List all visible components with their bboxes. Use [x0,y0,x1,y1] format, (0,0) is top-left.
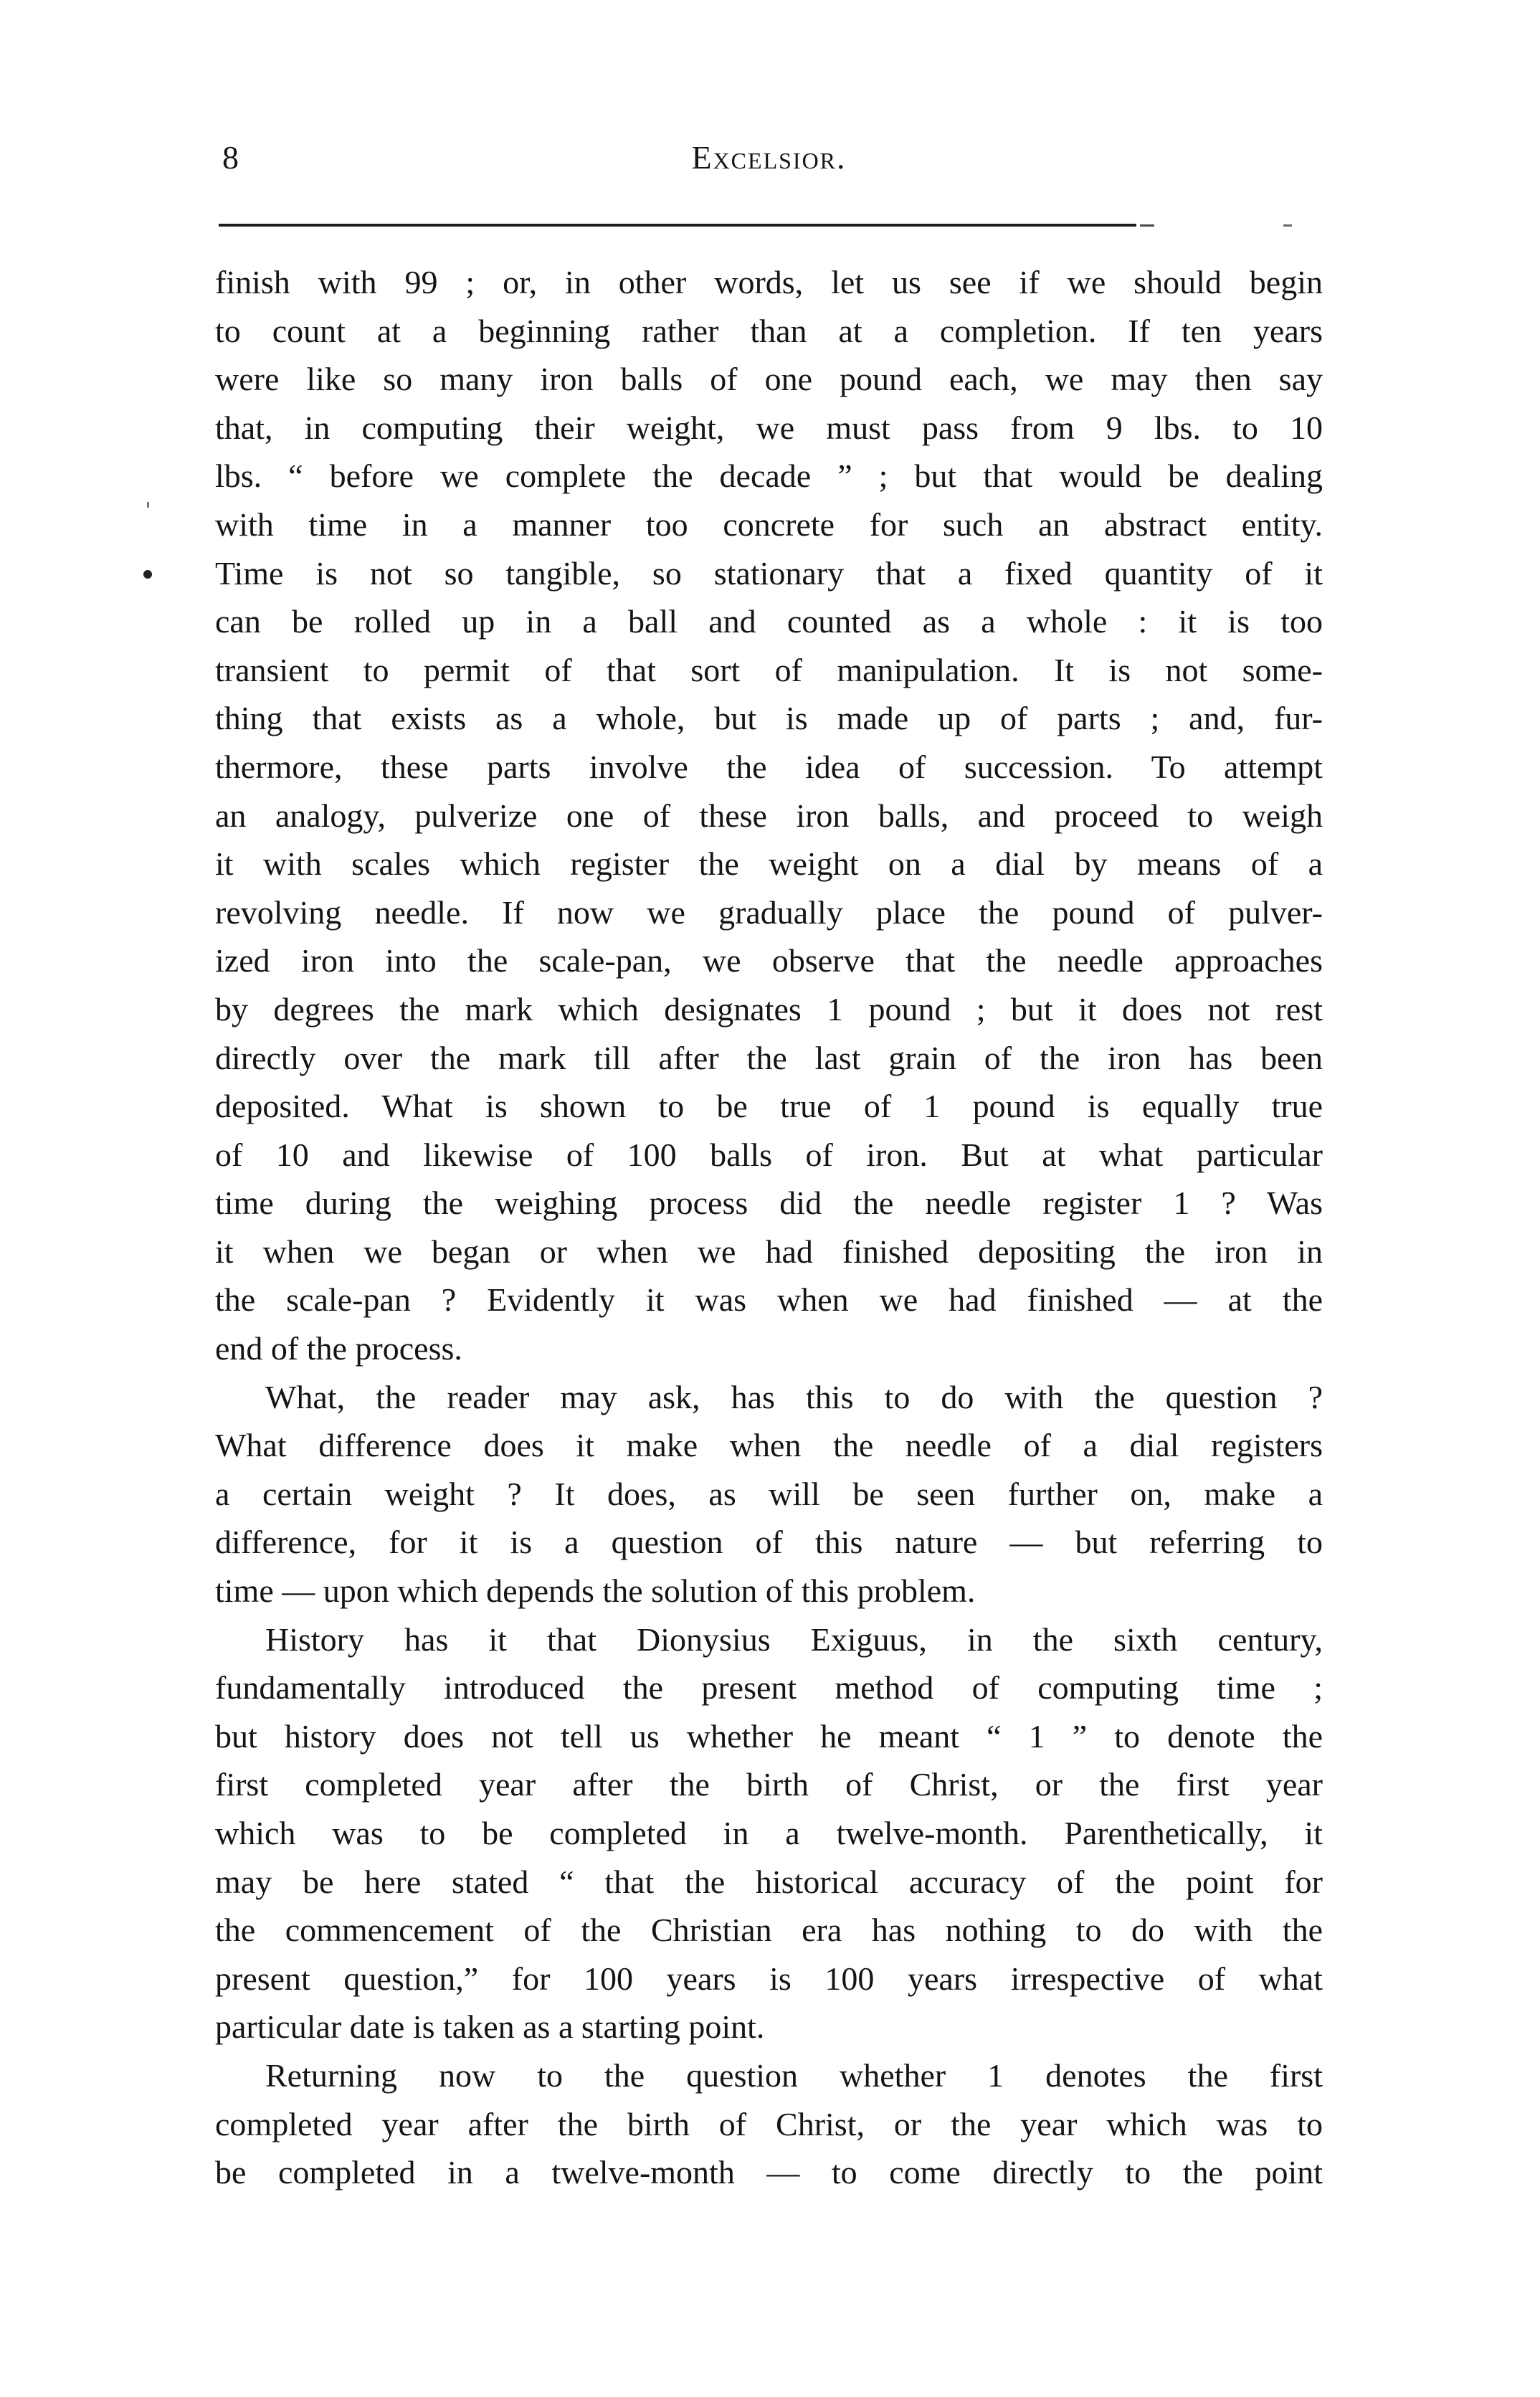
text-line: fundamentally introduced the present method of computing time ; [215,1669,1323,1707]
text-line: transient to permit of that sort of manipulation. It is not some- [215,651,1323,688]
text-line: it when we began or when we had finished depositing the iron in [215,1233,1323,1270]
header-rule [219,224,1136,227]
text-line: thing that exists as a whole, but is made up of parts ; and, fur- [215,700,1323,737]
text-line: deposited. What is shown to be true of 1 pound is equally true [215,1088,1323,1125]
text-line: the scale-pan ? Evidently it was when we had finished — at the [215,1281,1323,1319]
text-line: ized iron into the scale-pan, we observe that the needle approaches [215,942,1323,979]
text-line: of 10 and likewise of 100 balls of iron. But at what particular [215,1136,1323,1173]
text-line: end of the process. [215,1330,462,1367]
text-line: Returning now to the question whether 1 denotes the first [265,2056,1323,2094]
text-line: present question,” for 100 years is 100 years irrespective of what [215,1960,1323,1997]
text-line: to count at a beginning rather than at a completion. If ten years [215,312,1323,349]
text-line: Time is not so tangible, so stationary that a fixed quantity of it [215,554,1323,592]
text-line: time during the weighing process did the needle register 1 ? Was [215,1185,1323,1222]
text-line: can be rolled up in a ball and counted as a whole : it is too [215,603,1323,640]
page-number: 8 [222,139,239,176]
text-line: which was to be completed in a twelve-month. Parenthetically, it [215,1815,1323,1851]
text-line: a certain weight ? It does, as will be seen further on, make a [215,1475,1323,1512]
text-line: thermore, these parts involve the idea of succession. To attempt [215,748,1323,785]
text-line: the commencement of the Christian era has nothing to do with the [215,1912,1323,1949]
text-line: lbs. “ before we complete the decade ” ; but that would be dealing [215,457,1323,495]
text-line: finish with 99 ; or, in other words, let us see if we should begin [215,264,1323,300]
text-line: What, the reader may ask, has this to do with the question ? [265,1378,1323,1415]
header-rule-dot [1283,224,1292,227]
text-line: were like so many iron balls of one pound each, we may then say [215,361,1323,398]
text-line: History has it that Dionysius Exiguus, in the sixth century, [265,1620,1323,1658]
text-line: it with scales which register the weight on a dial by means of a [215,845,1323,883]
text-line: difference, for it is a question of this nature — but referring to [215,1524,1323,1561]
text-line: particular date is taken as a starting point. [215,2008,765,2046]
text-line: an analogy, pulverize one of these iron balls, and proceed to weigh [215,797,1323,834]
text-line: completed year after the birth of Christ, or the year which was to [215,2105,1323,2142]
text-line: What difference does it make when the needle of a dial registers [215,1427,1323,1464]
text-line: be completed in a twelve-month — to come directly to the point [215,2154,1323,2191]
text-line: time — upon which depends the solution of this problem. [215,1572,976,1610]
page-header [215,136,1323,194]
text-line: directly over the mark till after the last grain of the iron has been [215,1039,1323,1076]
text-line: revolving needle. If now we gradually place the pound of pulver- [215,893,1323,931]
text-line: first completed year after the birth of Christ, or the first year [215,1766,1323,1803]
running-title: Excelsior. [691,139,847,176]
text-line: with time in a manner too concrete for such an abstract entity. [215,505,1323,543]
text-line: may be here stated “ that the historical accuracy of the point for [215,1863,1323,1900]
text-line: by degrees the mark which designates 1 pound ; but it does not rest [215,990,1323,1027]
margin-tick [147,502,149,508]
text-line: but history does not tell us whether he meant “ 1 ” to denote the [215,1717,1323,1755]
margin-dot [143,570,152,579]
body-text [215,258,1323,2197]
header-rule-dash [1140,224,1154,227]
text-line: that, in computing their weight, we must pass from 9 lbs. to 10 [215,409,1323,446]
